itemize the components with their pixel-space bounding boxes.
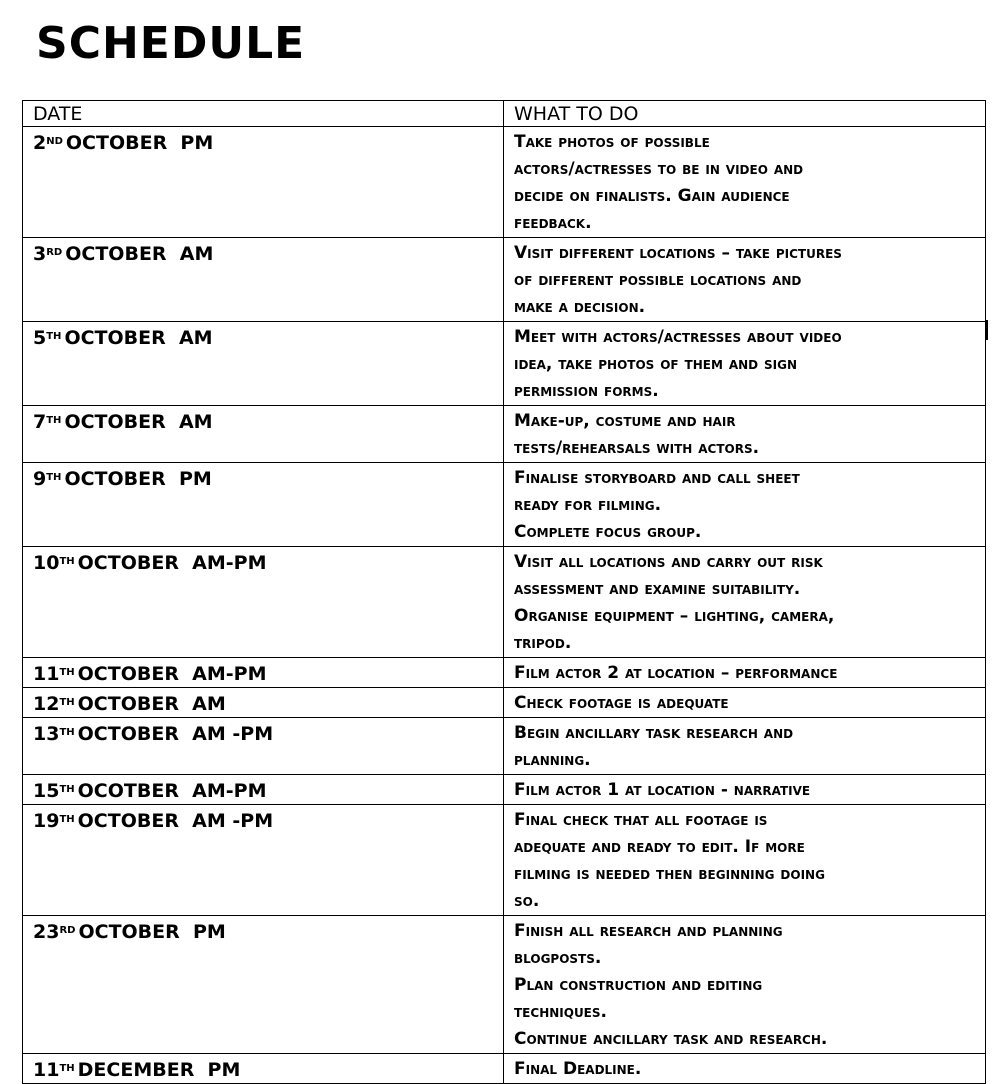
task-cell bbox=[504, 127, 986, 238]
table-row bbox=[23, 688, 986, 718]
date-month-time: OCTOBER PM bbox=[65, 132, 214, 154]
table-row bbox=[23, 238, 986, 322]
task-text-line: Continue ancillary task and research. bbox=[514, 1029, 828, 1049]
table-row bbox=[23, 463, 986, 547]
date-month-time: OCOTBER AM-PM bbox=[77, 780, 267, 802]
date-ordinal-suffix: TH bbox=[59, 697, 75, 708]
task-text-line: Organise equipment – lighting, camera, bbox=[514, 606, 835, 626]
date-cell bbox=[23, 688, 504, 718]
date-cell bbox=[23, 322, 504, 406]
date-day: 23 bbox=[33, 921, 60, 943]
task-text-line: Plan construction and editing bbox=[514, 975, 763, 995]
date-cell bbox=[23, 463, 504, 547]
task-text-line: tests/rehearsals with actors. bbox=[514, 438, 760, 458]
task-text-line: Final check that all footage is bbox=[514, 810, 768, 830]
date-ordinal-suffix: TH bbox=[59, 667, 75, 678]
date-cell bbox=[23, 547, 504, 658]
task-text-line: Visit all locations and carry out risk bbox=[514, 552, 823, 572]
task-text-line: Begin ancillary task research and bbox=[514, 723, 794, 743]
date-ordinal-suffix: TH bbox=[59, 556, 75, 567]
date-day: 13 bbox=[33, 723, 60, 745]
task-text-line: techniques. bbox=[514, 1002, 607, 1022]
table-row bbox=[23, 916, 986, 1054]
task-text-line: filming is needed then beginning doing bbox=[514, 864, 825, 884]
task-text-line: decide on finalists. Gain audience bbox=[514, 186, 790, 206]
task-cell bbox=[504, 322, 986, 406]
date-cell bbox=[23, 805, 504, 916]
date-ordinal-suffix: TH bbox=[59, 1063, 75, 1074]
date-day: 19 bbox=[33, 810, 60, 832]
task-text-line: permission forms. bbox=[514, 381, 659, 401]
date-day: 2 bbox=[33, 132, 47, 154]
task-text-line: of different possible locations and bbox=[514, 270, 802, 290]
date-ordinal-suffix: TH bbox=[46, 331, 62, 342]
task-text-line: make a decision. bbox=[514, 297, 646, 317]
task-text-line: blogposts. bbox=[514, 948, 602, 968]
date-ordinal-suffix: TH bbox=[46, 472, 62, 483]
task-cell bbox=[504, 463, 986, 547]
date-month-time: OCTOBER AM bbox=[77, 693, 226, 715]
task-text-line: Meet with actors/actresses about video bbox=[514, 327, 842, 347]
date-day: 11 bbox=[33, 663, 60, 685]
date-day: 15 bbox=[33, 780, 60, 802]
task-text-line: Finalise storyboard and call sheet bbox=[514, 468, 800, 488]
date-month-time: OCTOBER AM -PM bbox=[77, 723, 274, 745]
date-month-time: OCTOBER PM bbox=[64, 468, 212, 490]
task-text-line: Finish all research and planning bbox=[514, 921, 783, 941]
task-cell bbox=[504, 718, 986, 775]
text-cursor bbox=[986, 320, 988, 340]
task-cell bbox=[504, 916, 986, 1054]
table-row bbox=[23, 775, 986, 805]
date-day: 12 bbox=[33, 693, 60, 715]
date-day: 3 bbox=[33, 243, 47, 265]
date-month-time: OCTOBER AM-PM bbox=[77, 663, 267, 685]
date-cell bbox=[23, 406, 504, 463]
task-cell bbox=[504, 658, 986, 688]
date-cell bbox=[23, 916, 504, 1054]
task-cell bbox=[504, 547, 986, 658]
date-month-time: OCTOBER AM -PM bbox=[77, 810, 274, 832]
table-row bbox=[23, 406, 986, 463]
date-cell bbox=[23, 775, 504, 805]
task-cell bbox=[504, 1054, 986, 1084]
todo-column-header: WHAT TO DO bbox=[504, 101, 986, 127]
task-cell bbox=[504, 775, 986, 805]
task-text-line: Film actor 1 at location - narrative bbox=[514, 780, 811, 800]
date-month-time: OCTOBER AM bbox=[64, 327, 213, 349]
date-day: 11 bbox=[33, 1059, 60, 1081]
date-ordinal-suffix: RD bbox=[59, 925, 76, 936]
task-text-line: so. bbox=[514, 891, 540, 911]
task-text-line: Complete focus group. bbox=[514, 522, 702, 542]
task-text-line: idea, take photos of them and sign bbox=[514, 354, 798, 374]
date-cell bbox=[23, 1054, 504, 1084]
task-cell bbox=[504, 805, 986, 916]
table-row bbox=[23, 718, 986, 775]
date-month-time: DECEMBER PM bbox=[77, 1059, 241, 1081]
header-row bbox=[23, 101, 986, 127]
task-text-line: Take photos of possible bbox=[514, 132, 710, 152]
date-cell bbox=[23, 127, 504, 238]
task-cell bbox=[504, 688, 986, 718]
table-row bbox=[23, 805, 986, 916]
task-text-line: Make-up, costume and hair bbox=[514, 411, 736, 431]
page-title: SCHEDULE bbox=[36, 18, 306, 69]
date-month-time: OCTOBER AM-PM bbox=[77, 552, 267, 574]
task-text-line: Visit different locations – take pictures bbox=[514, 243, 842, 263]
date-day: 9 bbox=[33, 468, 47, 490]
task-text-line: actors/actresses to be in video and bbox=[514, 159, 804, 179]
task-text-line: feedback. bbox=[514, 213, 592, 233]
date-ordinal-suffix: TH bbox=[59, 727, 75, 738]
task-text-line: adequate and ready to edit. If more bbox=[514, 837, 805, 857]
date-month-time: OCTOBER AM bbox=[65, 243, 214, 265]
task-text-line: Final Deadline. bbox=[514, 1059, 642, 1079]
task-cell bbox=[504, 238, 986, 322]
schedule-table bbox=[22, 100, 986, 1084]
date-day: 7 bbox=[33, 411, 47, 433]
task-text-line: planning. bbox=[514, 750, 591, 770]
date-month-time: OCTOBER PM bbox=[78, 921, 226, 943]
table-row bbox=[23, 322, 986, 406]
task-text-line: Film actor 2 at location – performance bbox=[514, 663, 838, 683]
table-row bbox=[23, 1054, 986, 1084]
table-row bbox=[23, 127, 986, 238]
date-column-header: DATE bbox=[23, 101, 504, 127]
date-ordinal-suffix: TH bbox=[46, 415, 62, 426]
date-cell bbox=[23, 658, 504, 688]
task-text-line: Check footage is adequate bbox=[514, 693, 729, 713]
date-ordinal-suffix: ND bbox=[46, 136, 63, 147]
date-cell bbox=[23, 718, 504, 775]
date-month-time: OCTOBER AM bbox=[64, 411, 213, 433]
table-row bbox=[23, 547, 986, 658]
date-ordinal-suffix: RD bbox=[46, 247, 63, 258]
task-text-line: ready for filming. bbox=[514, 495, 662, 515]
date-ordinal-suffix: TH bbox=[59, 814, 75, 825]
date-day: 10 bbox=[33, 552, 60, 574]
task-text-line: tripod. bbox=[514, 633, 572, 653]
date-ordinal-suffix: TH bbox=[59, 784, 75, 795]
table-row bbox=[23, 658, 986, 688]
task-cell bbox=[504, 406, 986, 463]
date-cell bbox=[23, 238, 504, 322]
date-day: 5 bbox=[33, 327, 47, 349]
task-text-line: assessment and examine suitability. bbox=[514, 579, 801, 599]
